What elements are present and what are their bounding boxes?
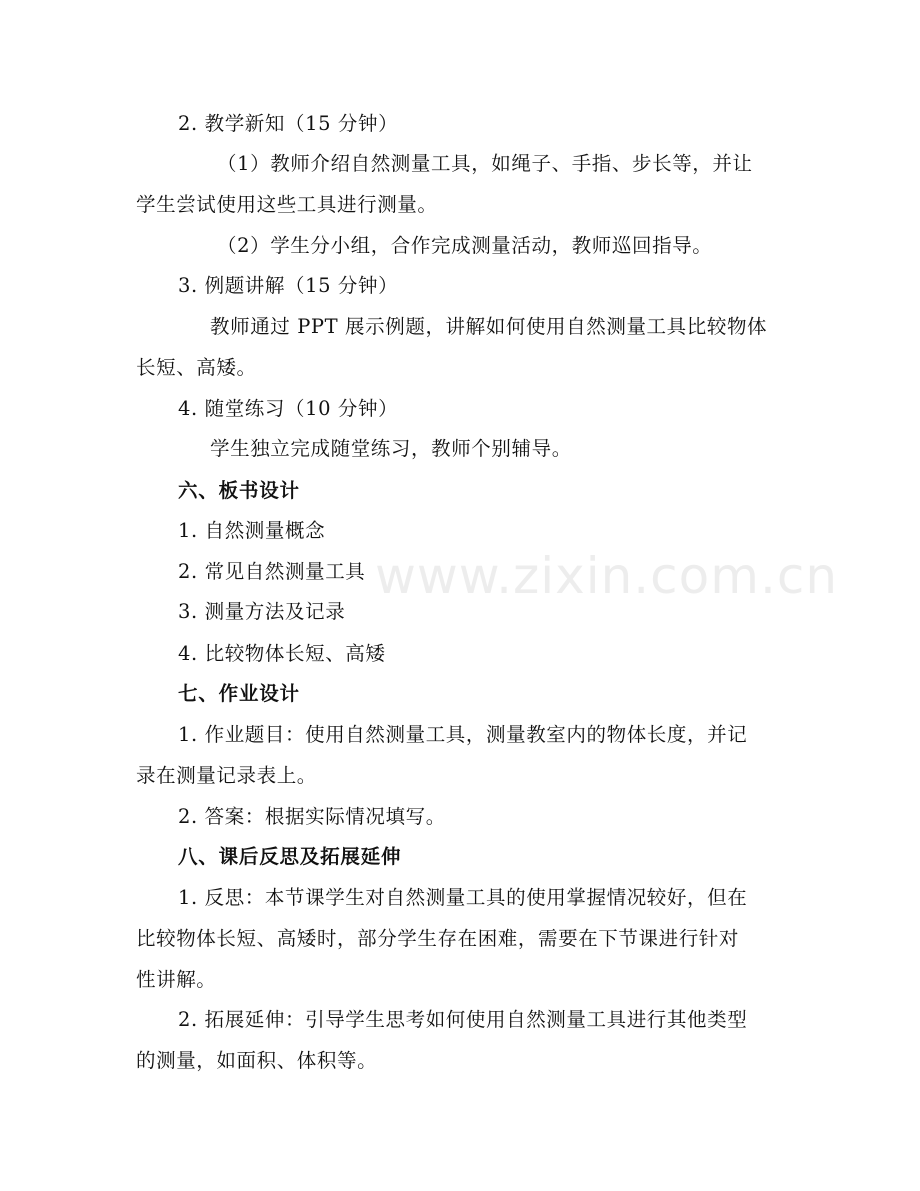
paragraph-line: 1. 作业题目：使用自然测量工具，测量教室内的物体长度，并记 [178, 723, 748, 746]
list-item: 3. 测量方法及记录 [178, 600, 346, 623]
list-item: 2. 常见自然测量工具 [178, 560, 366, 583]
paragraph-line: 性讲解。 [136, 968, 217, 991]
paragraph-line: 1. 反思：本节课学生对自然测量工具的使用掌握情况较好，但在 [178, 886, 748, 909]
list-item: 1. 自然测量概念 [178, 519, 326, 542]
paragraph-line: 比较物体长短、高矮时，部分学生存在困难，需要在下节课进行针对 [136, 927, 740, 950]
paragraph-line: 学生独立完成随堂练习，教师个别辅导。 [210, 437, 572, 460]
section-heading-homework-design: 七、作业设计 [178, 682, 300, 705]
section-heading-blackboard-design: 六、板书设计 [178, 479, 300, 502]
paragraph-line: 2. 答案：根据实际情况填写。 [178, 805, 446, 828]
paragraph-line: 的测量，如面积、体积等。 [136, 1049, 378, 1072]
paragraph-line: （2）学生分小组，合作完成测量活动，教师巡回指导。 [217, 234, 713, 257]
list-item: 4. 比较物体长短、高矮 [178, 642, 386, 665]
paragraph-line: 录在测量记录表上。 [136, 764, 317, 787]
paragraph-line: （1）教师介绍自然测量工具，如绳子、手指、步长等，并让 [217, 152, 753, 175]
watermark: www.zixin.com.cn [375, 547, 839, 605]
section-item-classroom-practice: 4. 随堂练习（10 分钟） [178, 397, 399, 420]
section-item-teaching-new-knowledge: 2. 教学新知（15 分钟） [178, 112, 399, 135]
paragraph-line: 学生尝试使用这些工具进行测量。 [136, 193, 438, 216]
section-heading-reflection-extension: 八、课后反思及拓展延伸 [178, 845, 402, 868]
paragraph-line: 教师通过 PPT 展示例题，讲解如何使用自然测量工具比较物体 [210, 315, 768, 338]
paragraph-line: 2. 拓展延伸：引导学生思考如何使用自然测量工具进行其他类型 [178, 1008, 748, 1031]
paragraph-line: 长短、高矮。 [136, 356, 257, 379]
section-item-example-explanation: 3. 例题讲解（15 分钟） [178, 274, 399, 297]
